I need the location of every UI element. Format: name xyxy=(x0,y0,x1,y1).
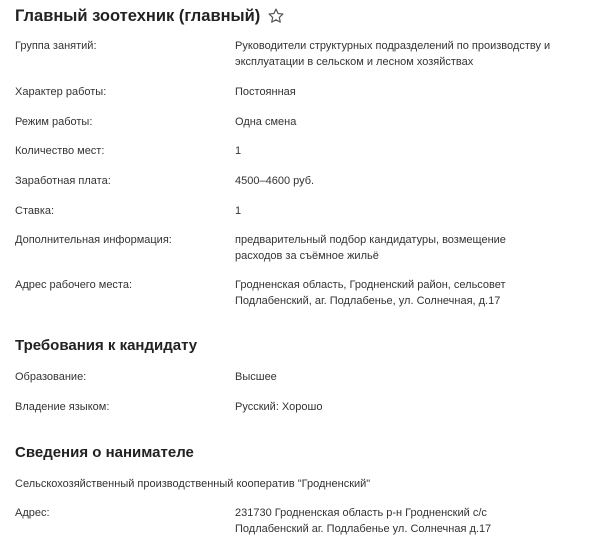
star-outline-icon[interactable] xyxy=(267,7,285,25)
detail-label-workplace-address: Адрес рабочего места: xyxy=(15,279,133,291)
detail-value-work-schedule: Одна смена xyxy=(235,116,297,128)
detail-label-work-type: Характер работы: xyxy=(15,86,107,98)
vacancy-title: Главный зоотехник (главный) xyxy=(15,6,261,25)
detail-value-work-type: Постоянная xyxy=(235,86,296,98)
vacancy-header xyxy=(15,5,285,27)
detail-value-workplace-address: Гродненская область, Гродненский район, сельсовет xyxy=(235,279,506,291)
detail-value-additional-info: предварительный подбор кандидатуры, возмещение xyxy=(235,234,506,246)
requirement-label-language: Владение языком: xyxy=(15,401,110,413)
detail-value-workplace-address: Подлабенский, аг. Подлабенье, ул. Солнечная, д.17 xyxy=(235,295,501,307)
detail-value-additional-info: расходов за съёмное жильё xyxy=(235,250,379,262)
detail-label-rate: Ставка: xyxy=(15,205,55,217)
employer-address-label: Адрес: xyxy=(15,507,50,519)
detail-label-positions-count: Количество мест: xyxy=(15,145,105,157)
employer-address-value: Подлабенский аг. Подлабенье ул. Солнечная д.17 xyxy=(235,523,492,535)
requirement-value-language: Русский: Хорошо xyxy=(235,401,323,413)
detail-value-occupation-group: Руководители структурных подразделений по производству и xyxy=(235,40,551,52)
requirements-heading: Требования к кандидату xyxy=(15,337,198,354)
employer-heading: Сведения о нанимателе xyxy=(15,444,194,461)
requirement-label-education: Образование: xyxy=(15,371,87,383)
detail-value-positions-count: 1 xyxy=(235,145,242,157)
detail-value-salary: 4500–4600 руб. xyxy=(235,175,315,187)
detail-label-additional-info: Дополнительная информация: xyxy=(15,234,172,246)
detail-label-work-schedule: Режим работы: xyxy=(15,116,93,128)
detail-value-rate: 1 xyxy=(235,205,242,217)
employer-name: Сельскохозяйственный производственный кооператив "Гродненский" xyxy=(15,478,371,490)
detail-value-occupation-group: эксплуатации в сельском и лесном хозяйствах xyxy=(235,56,474,68)
detail-label-salary: Заработная плата: xyxy=(15,175,111,187)
requirement-value-education: Высшее xyxy=(235,371,277,383)
detail-label-occupation-group: Группа занятий: xyxy=(15,40,97,52)
employer-address-value: 231730 Гродненская область р-н Гродненский с/с xyxy=(235,507,487,519)
